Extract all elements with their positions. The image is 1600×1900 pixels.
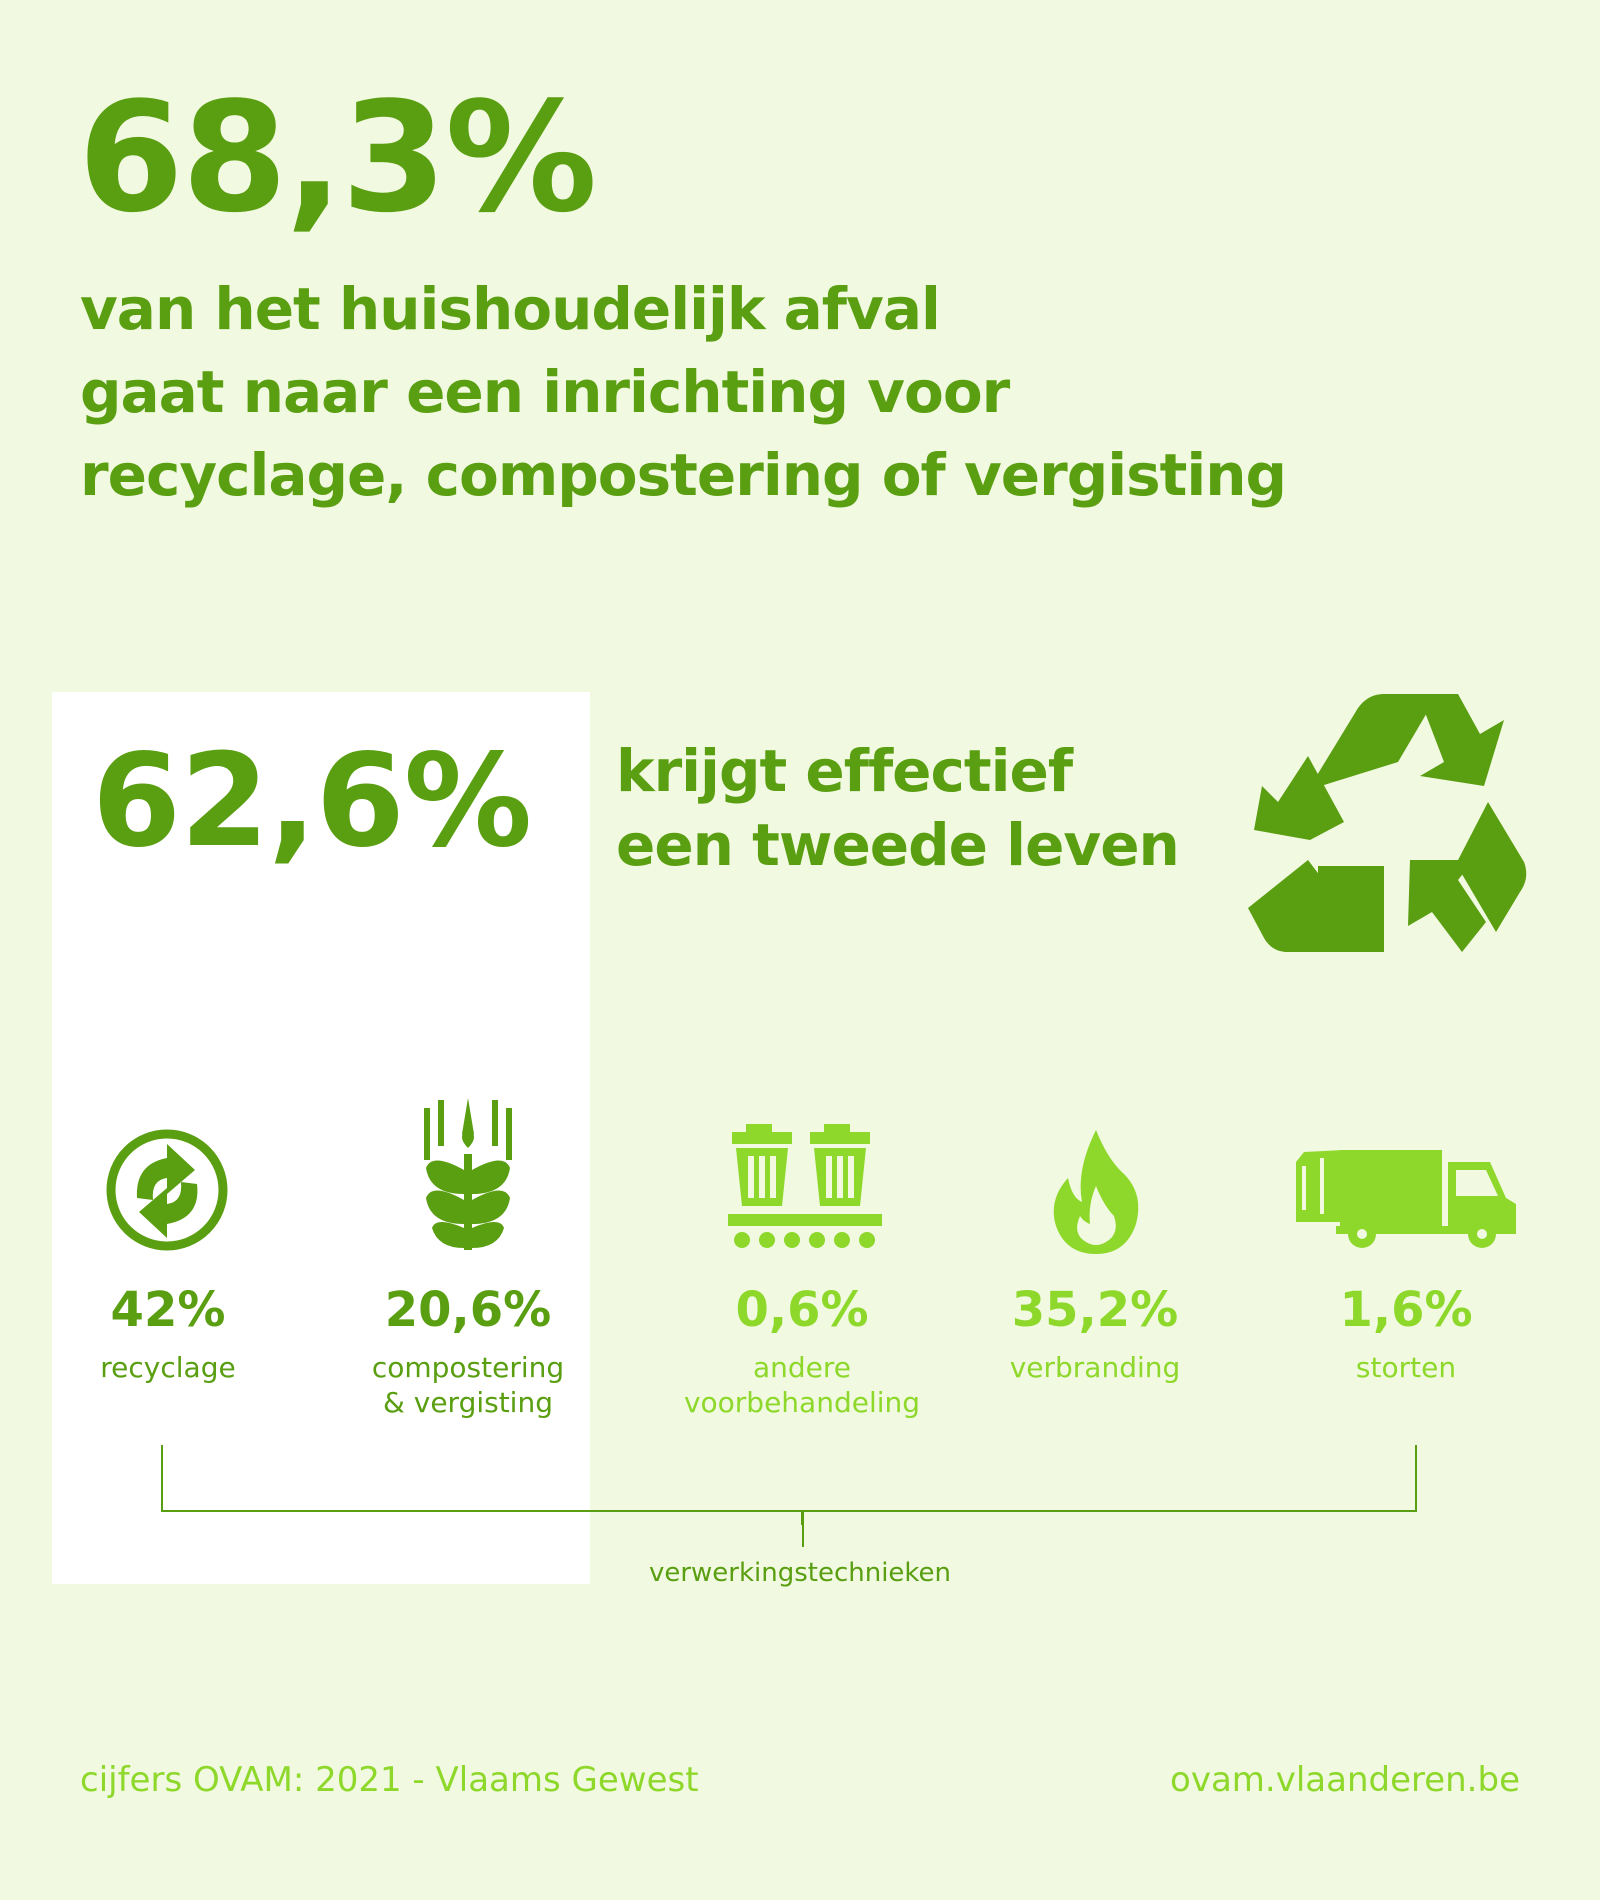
- flame-icon: [1048, 1130, 1144, 1254]
- second-life-subtitle: krijgt effectief een tweede leven: [616, 737, 1179, 879]
- technique-recyclage: [38, 1280, 298, 1385]
- technique-percentage: 0,6%: [735, 1282, 869, 1338]
- headline-percentage: 68,3%: [78, 69, 596, 246]
- trash-bins-conveyor-icon: [728, 1124, 882, 1250]
- footer-source: cijfers OVAM: 2021 - Vlaams Gewest: [80, 1760, 699, 1800]
- technique-compostering: [338, 1280, 598, 1420]
- green-dot-recycle-icon: [105, 1128, 229, 1252]
- technique-label: recyclage: [100, 1351, 236, 1384]
- garbage-truck-icon: [1296, 1148, 1516, 1248]
- footer-url[interactable]: ovam.vlaanderen.be: [1170, 1760, 1520, 1800]
- recycle-icon: [1248, 690, 1528, 952]
- technique-voorbehandeling: [672, 1280, 932, 1420]
- wheat-icon: [420, 1098, 516, 1250]
- technique-label: compostering & vergisting: [371, 1351, 565, 1419]
- headline-subtitle: van het huishoudelijk afval gaat naar een inrichting voor recyclage, compostering of vergisting: [80, 275, 1287, 509]
- technique-percentage: 42%: [110, 1282, 226, 1338]
- technique-label: verbranding: [1009, 1351, 1181, 1384]
- technique-verbranding: [965, 1280, 1225, 1385]
- bracket-label: verwerkingstechnieken: [648, 1558, 952, 1588]
- second-life-percentage: 62,6%: [92, 727, 532, 876]
- technique-percentage: 20,6%: [384, 1282, 552, 1338]
- technique-label: andere voorbehandeling: [683, 1351, 921, 1419]
- technique-percentage: 1,6%: [1339, 1282, 1473, 1338]
- bracket-stem: [801, 1511, 805, 1547]
- technique-label: storten: [1355, 1351, 1457, 1384]
- technique-storten: [1276, 1280, 1536, 1385]
- technique-percentage: 35,2%: [1011, 1282, 1179, 1338]
- bracket: [160, 1445, 1420, 1525]
